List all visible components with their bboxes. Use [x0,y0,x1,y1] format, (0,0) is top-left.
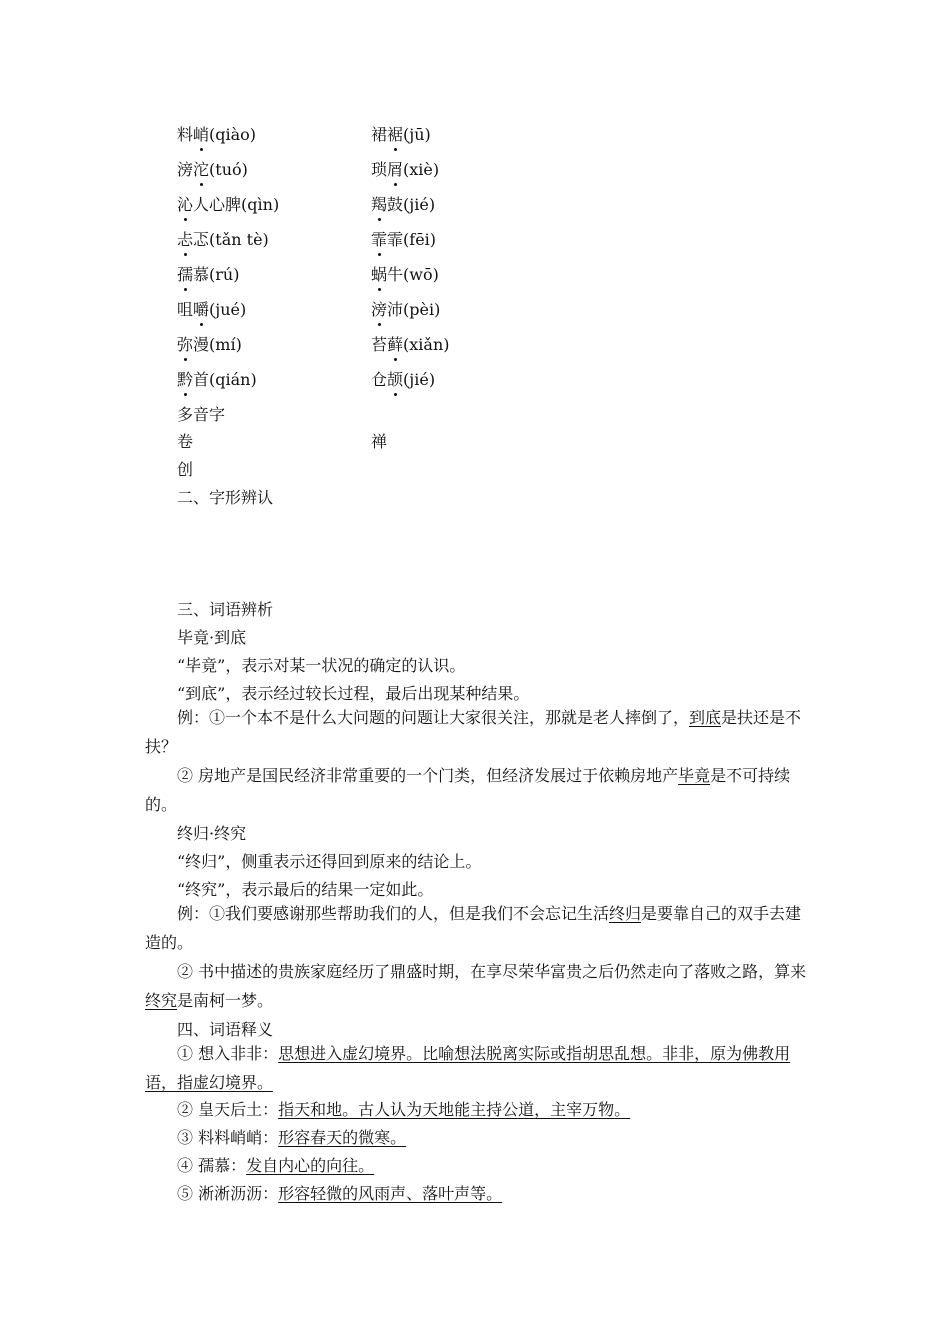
pinyin-item: 滂沱(tuó) [177,157,248,180]
glossary-item: ④ 孺慕：发自内心的向往。 [177,1156,375,1175]
polyphonic-item: 禅 [371,432,388,451]
pinyin-item: 蜗牛(wō) [371,262,439,285]
glossary-item: ① 想入非非：思想进入虚幻境界。比喻想法脱离实际或指胡思乱想。非非，原为佛教用语，指虚幻境界。 [145,1044,791,1092]
pinyin-item: 弥漫(mí) [177,332,242,355]
polyphonic-heading: 多音字 [177,405,226,424]
polyphonic-item: 创 [177,460,194,479]
pinyin-item: 苔藓(xiǎn) [371,332,450,355]
pinyin-item: 孺慕(rú) [177,262,239,285]
pinyin-item: 沁人心脾(qìn) [177,192,279,215]
section-heading: 二、字形辨认 [177,488,274,507]
pinyin-item: 料峭(qiào) [177,122,256,145]
glossary-item: ⑤ 淅淅沥沥：形容轻微的风雨声、落叶声等。 [177,1184,503,1203]
word-pair-title: 终归·终究 [177,824,247,843]
example-text: ② 房地产是国民经济非常重要的一个门类，但经济发展过于依赖房地产毕竟是不可持续的。 [145,766,791,814]
section-heading: 四、词语释义 [177,1020,274,1039]
polyphonic-item: 卷 [177,432,194,451]
example-text: 例：①我们要感谢那些帮助我们的人，但是我们不会忘记生活终归是要靠自己的双手去建造的。 [145,904,802,952]
definition-text: “到底”，表示经过较长过程，最后出现某种结果。 [177,684,530,703]
definition-text: “终究”，表示最后的结果一定如此。 [177,880,434,899]
pinyin-item: 羯鼓(jié) [371,192,435,215]
example-text: 例：①一个本不是什么大问题的问题让大家很关注，那就是老人摔倒了，到底是扶还是不扶？ [145,708,802,756]
word-pair-title: 毕竟·到底 [177,628,247,647]
pinyin-item: 忐忑(tǎn tè) [177,227,269,250]
glossary-item: ② 皇天后土：指天和地。古人认为天地能主持公道，主宰万物。 [177,1100,631,1119]
example-text: ② 书中描述的贵族家庭经历了鼎盛时期，在享尽荣华富贵之后仍然走向了落败之路，算来终究是南柯一梦。 [145,962,807,1010]
definition-text: “毕竟”，表示对某一状况的确定的认识。 [177,656,466,675]
pinyin-item: 咀嚼(jué) [177,297,246,320]
pinyin-item: 滂沛(pèi) [371,297,440,320]
definition-text: “终归”，侧重表示还得回到原来的结论上。 [177,852,482,871]
pinyin-item: 琐屑(xiè) [371,157,439,180]
pinyin-item: 裙裾(jū) [371,122,431,145]
glossary-item: ③ 料料峭峭：形容春天的微寒。 [177,1128,407,1147]
pinyin-item: 霏霏(fēi) [371,227,436,250]
section-heading: 三、词语辨析 [177,600,274,619]
pinyin-item: 仓颉(jié) [371,367,435,390]
pinyin-item: 黔首(qián) [177,367,257,390]
